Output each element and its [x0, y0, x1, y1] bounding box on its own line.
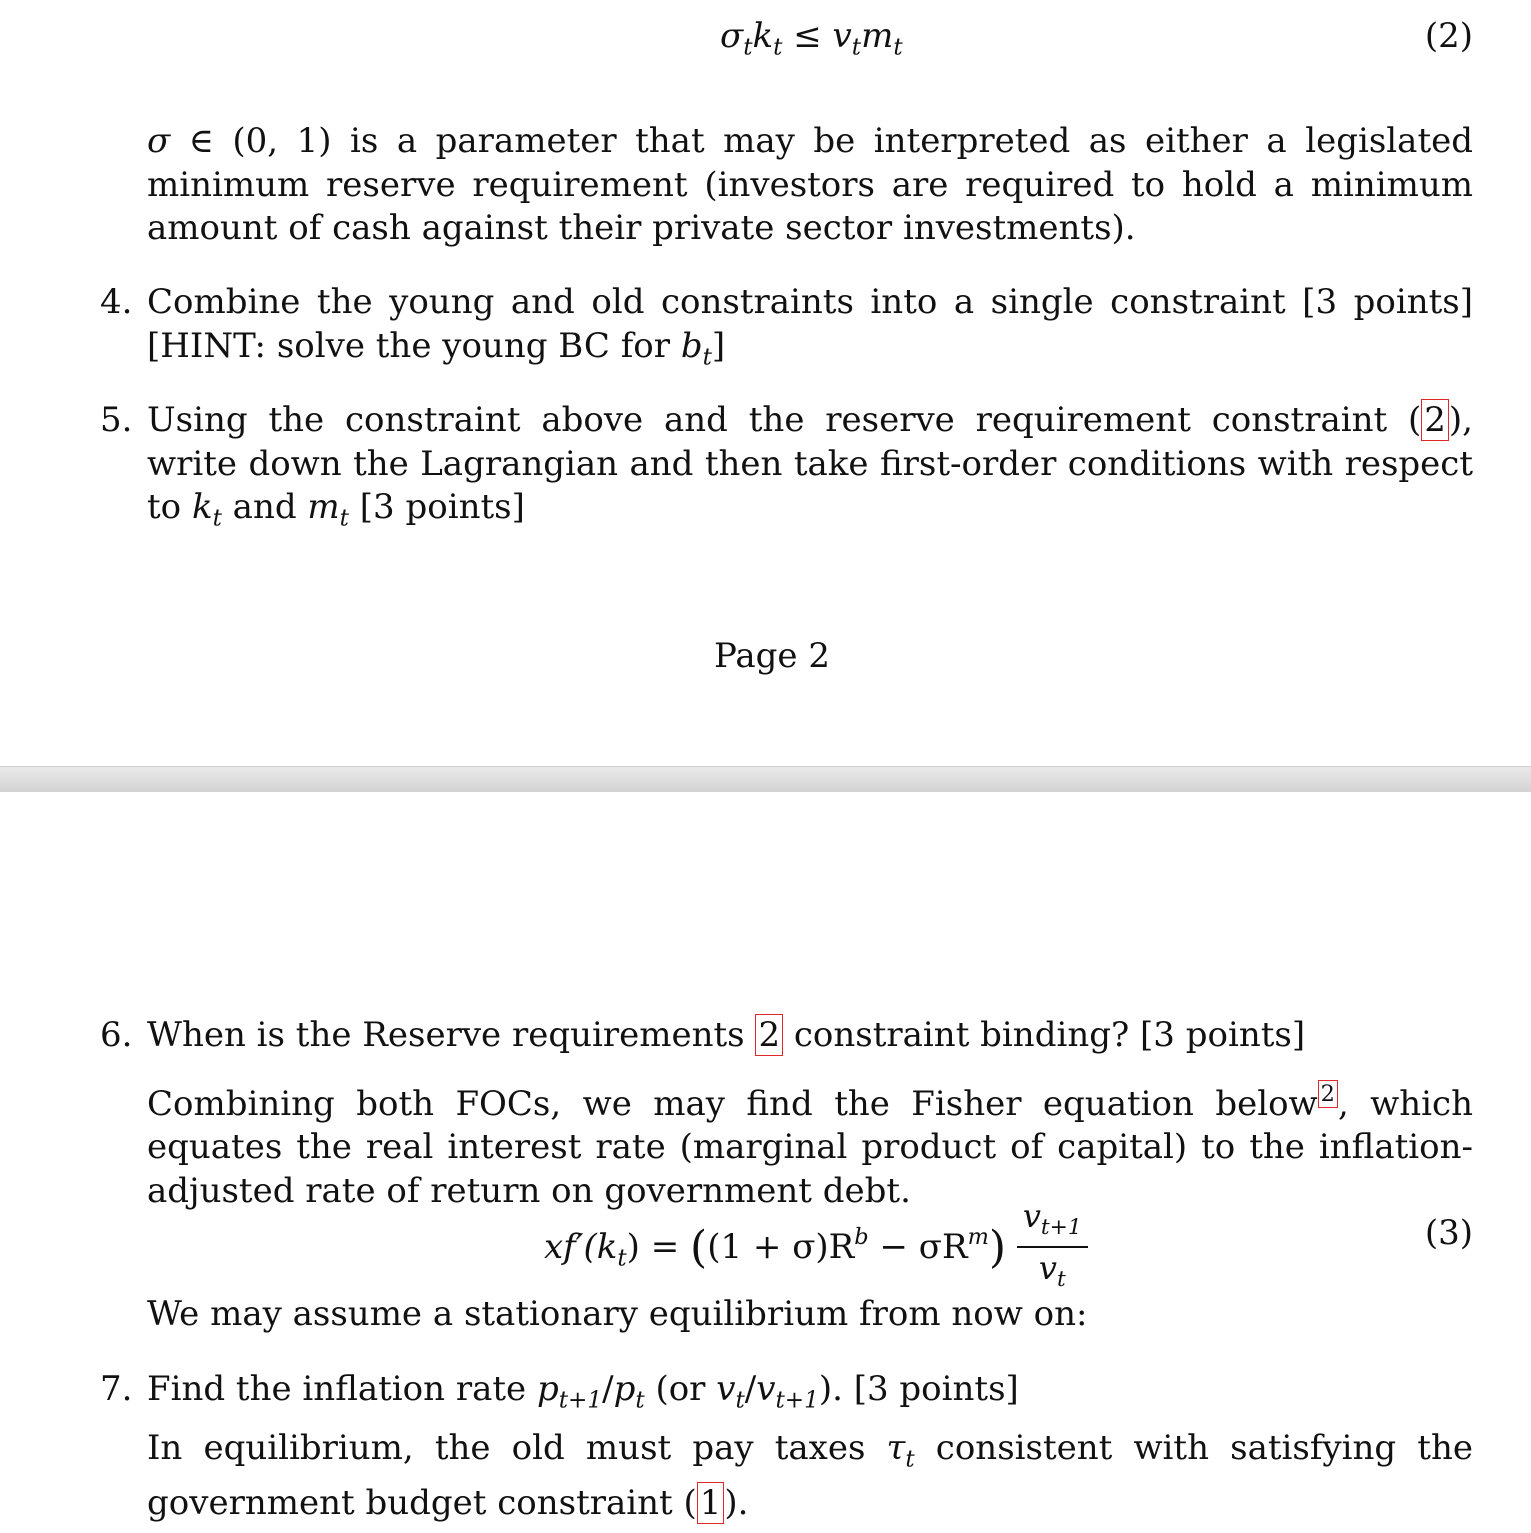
equation-3-number: (3): [1424, 1213, 1473, 1253]
document-page-2: [0, 792, 1531, 1533]
sigma-paragraph-text: ∈ (0, 1) is a parameter that may be interpreted as either a legislated minimum reserve requirement (investors are required to hold a minimum amount of cash against their private sector investments).: [147, 121, 1473, 248]
document-page-1: [0, 0, 1531, 766]
sigma-paragraph: [147, 120, 1473, 251]
eq2-v: v: [832, 16, 852, 56]
question-4-text: Combine the young and old constraints into a single constraint [3 points] [HINT: solve the young BC for: [147, 282, 1473, 366]
page-separator: [0, 766, 1531, 794]
eq3-num-v: v: [1022, 1197, 1041, 1235]
equation-3: [544, 1198, 1088, 1300]
eq3-den-v: v: [1038, 1248, 1057, 1287]
question-5-number: 5.: [100, 400, 133, 440]
eq3-denominator: [1017, 1246, 1088, 1300]
question-7-text-3: ). [3 points]: [818, 1369, 1019, 1409]
equation-2-reference-link-2[interactable]: 2: [755, 1014, 783, 1056]
fisher-paragraph-text-1: Combining both FOCs, we may find the Fisher equation below: [147, 1083, 1318, 1124]
eq3-big-paren-open: (: [690, 1221, 708, 1273]
question-7-v2-sub: t+1: [775, 1387, 819, 1414]
footnote-2-link[interactable]: 2: [1318, 1080, 1338, 1108]
eq3-den-sub: t: [1056, 1266, 1066, 1292]
question-7: [147, 1368, 1473, 1423]
eq3-minus-term: − σR: [868, 1226, 968, 1267]
equation-2-number: (2): [1424, 16, 1473, 56]
eq3-num-sub: t+1: [1040, 1214, 1082, 1240]
question-7-p2: p: [613, 1369, 636, 1409]
question-5-and: and: [221, 487, 308, 527]
taxes-paragraph-text-2: consistent with satisfying the government budget constraint (: [147, 1428, 1473, 1523]
eq2-relation: ≤: [793, 16, 822, 56]
eq2-sigma: σ: [720, 16, 744, 56]
question-7-text-1: Find the inflation rate: [147, 1369, 537, 1409]
question-7-slash-2: /: [744, 1369, 757, 1409]
eq3-fraction: [1017, 1198, 1088, 1300]
question-5-var-m: m: [307, 487, 340, 527]
question-7-p1-sub: t+1: [558, 1387, 603, 1414]
question-6: [147, 1014, 1473, 1058]
taxes-paragraph-text-1: In equilibrium, the old must pay taxes: [147, 1428, 887, 1468]
question-6-number: 6.: [100, 1015, 133, 1055]
eq3-numerator: [1017, 1198, 1088, 1246]
question-7-p2-sub: t: [635, 1387, 645, 1414]
eq3-big-paren-close: ): [988, 1221, 1007, 1273]
question-7-v2: v: [756, 1369, 776, 1409]
question-4-var-sub: t: [702, 343, 712, 370]
question-5-text-1: Using the constraint above and the reserve requirement constraint (: [147, 400, 1422, 440]
eq3-inner-a: (1 + σ)R: [707, 1226, 855, 1267]
question-5-var-m-sub: t: [339, 505, 349, 532]
question-5-var-k: k: [191, 487, 213, 527]
taxes-paragraph-text-3: ).: [724, 1482, 749, 1523]
question-4-var: b: [680, 325, 703, 366]
equation-2: [720, 16, 903, 60]
eq2-m-sub: t: [893, 34, 903, 61]
question-5: [147, 399, 1473, 541]
question-7-v1-sub: t: [735, 1387, 745, 1414]
question-4: [147, 281, 1473, 379]
equation-1-reference-link[interactable]: 1: [697, 1482, 725, 1524]
eq3-equals: ) =: [626, 1226, 691, 1267]
fisher-paragraph-text-2: , which equates the real interest rate (marginal product of capital) to the inflation-adjusted rate of return on government debt.: [147, 1083, 1473, 1211]
tau-sub: t: [905, 1446, 915, 1473]
taxes-paragraph: [147, 1427, 1473, 1525]
eq2-v-sub: t: [851, 34, 862, 61]
question-6-text-2: constraint binding? [3 points]: [783, 1015, 1306, 1055]
page-number: Page 2: [714, 636, 830, 676]
question-5-text-3: [3 points]: [348, 487, 525, 527]
eq2-k: k: [752, 16, 774, 56]
question-4-end: ]: [711, 325, 726, 366]
question-4-number: 4.: [100, 282, 133, 322]
eq3-lhs: xf′(k: [544, 1226, 618, 1267]
question-6-text-1: When is the Reserve requirements: [147, 1015, 756, 1055]
tau-symbol: τ: [886, 1428, 906, 1468]
eq2-m: m: [861, 16, 894, 56]
equation-2-reference-link[interactable]: 2: [1421, 399, 1449, 441]
eq3-sup-m: m: [967, 1224, 989, 1251]
question-7-p1: p: [536, 1369, 559, 1409]
eq3-sup-b: b: [854, 1224, 869, 1251]
eq3-lhs-sub: t: [617, 1245, 627, 1272]
stationary-paragraph: We may assume a stationary equilibrium from now on:: [147, 1294, 1088, 1334]
question-5-text-2: ), write down the Lagrangian and then take first-order conditions with respect to: [147, 400, 1473, 527]
fisher-paragraph: [147, 1073, 1473, 1213]
question-5-var-k-sub: t: [212, 505, 222, 532]
question-7-slash: /: [602, 1369, 614, 1409]
question-7-text-2: (or: [644, 1369, 717, 1409]
question-7-number: 7.: [100, 1369, 133, 1409]
question-7-v1: v: [716, 1369, 736, 1409]
sigma-symbol: σ: [147, 121, 171, 161]
eq2-sigma-sub: t: [743, 34, 753, 61]
eq2-k-sub: t: [773, 34, 783, 61]
